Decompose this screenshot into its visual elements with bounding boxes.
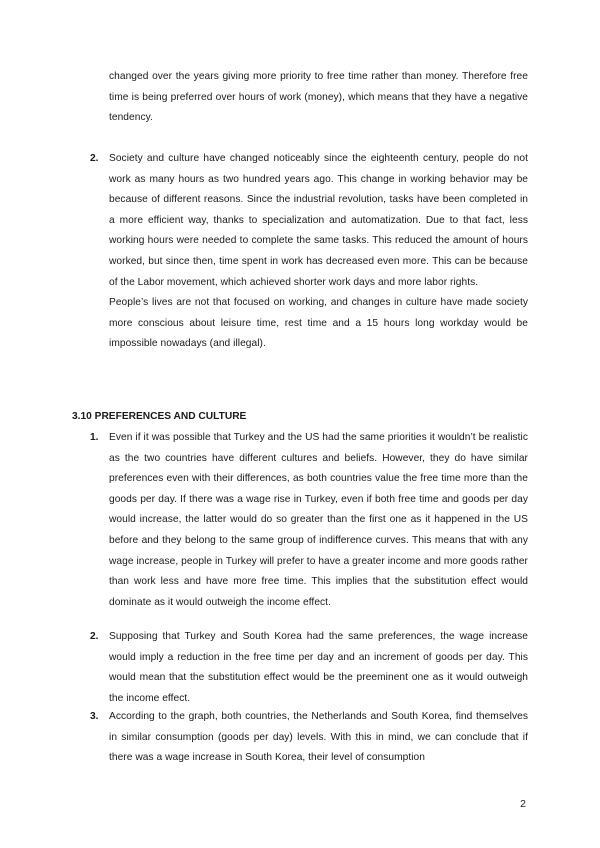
page-number: 2: [520, 798, 526, 810]
continuation-paragraph: changed over the years giving more priority to free time rather than money. Therefore free time is being preferred over hours of work (money), which means that they have a negative tendency.: [109, 71, 528, 124]
list-item-body: [109, 627, 528, 709]
section-heading: 3.10 PREFERENCES AND CULTURE: [72, 411, 247, 422]
list-item-1-section-b: [90, 428, 528, 613]
list-item-body: [109, 428, 528, 613]
list-item-paragraph: Society and culture have changed noticeably since the eighteenth century, people do not work as many hours as two hundred years ago. This change in working behavior may be because of different reasons. Since the industrial revolution, tasks have been completed in a more efficient way, thanks to specialization and automatization. Due to that fact, less working hours were needed to complete the same tasks. This reduced the amount of hours worked, but since then, time spent in work has decreased even more. This can be because of the Labor movement, which achieved shorter work days and more labor rights.: [109, 153, 528, 288]
list-item-paragraph: Even if it was possible that Turkey and the US had the same priorities it wouldn’t be realistic as the two countries have different cultures and beliefs. However, they do have similar preferences even with their differences, as both countries value the free time more than the goods per day. If there was a wage rise in Turkey, even if both free time and goods per day would increase, the latter would do so greater than the first one as it happened in the US before and they belong to the same group of indifference curves. This means that with any wage increase, people in Turkey will prefer to have a greater income and more goods rather than work less and have more free time. This implies that the substitution effect would dominate as it would outweigh the income effect.: [109, 432, 528, 608]
list-item-2-section-b: [90, 627, 528, 709]
list-number: 3.: [90, 711, 99, 722]
list-item-paragraph: Supposing that Turkey and South Korea had the same preferences, the wage increase would imply a reduction in the free time per day and an increment of goods per day. This would mean that the substitution effect would be the preeminent one as it would outweigh the income effect.: [109, 631, 528, 704]
list-item-paragraph: People’s lives are not that focused on working, and changes in culture have made society more conscious about leisure time, rest time and a 15 hours long workday would be impossible nowadays (and illegal).: [109, 297, 528, 350]
list-item-body: [109, 707, 528, 769]
list-item-paragraph: According to the graph, both countries, the Netherlands and South Korea, find themselves in similar consumption (goods per day) levels. With this in mind, we can conclude that if there was a wage increase in South Korea, their level of consumption: [109, 711, 528, 764]
list-number: 2.: [90, 631, 99, 642]
list-item-3-section-b: [90, 707, 528, 769]
list-number: 2.: [90, 153, 99, 164]
list-number: 1.: [90, 432, 99, 443]
list-item-body: [109, 149, 528, 355]
list-item-2-section-a: [90, 149, 528, 355]
